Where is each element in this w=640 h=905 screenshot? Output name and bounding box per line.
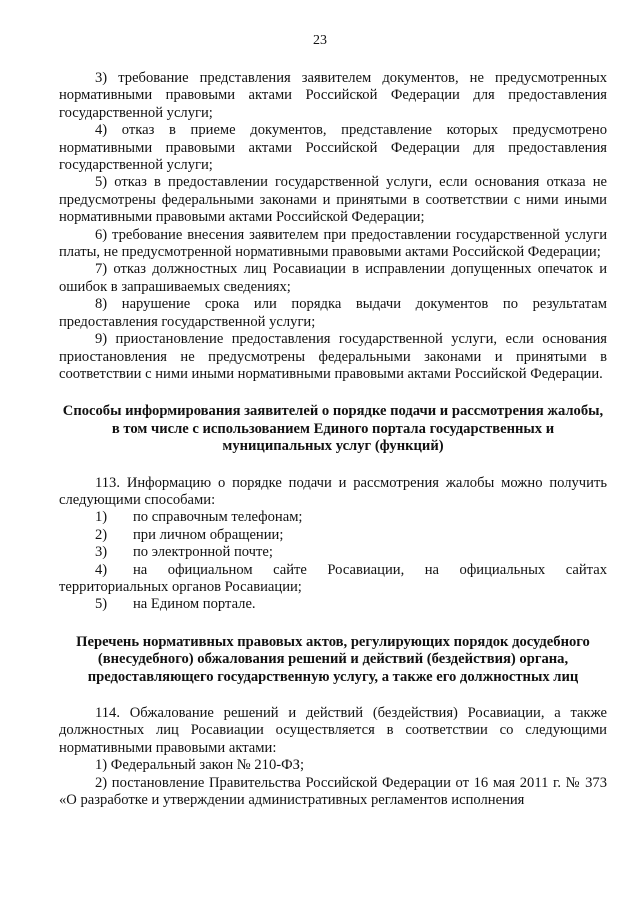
list-item-text: по электронной почте; (133, 544, 273, 561)
list-item (59, 509, 607, 526)
list-item-text: на официальном сайте Росавиации, на официальных сайтах территориальных органов Росавиации; (59, 561, 607, 595)
list-item-text: по справочным телефонам; (133, 509, 303, 526)
list-item (59, 596, 607, 613)
list-item: 3) требование представления заявителем документов, не предусмотренных нормативными правовыми актами Российской Федерации для предоставления государственной услуги; (59, 70, 607, 121)
list-item-number: 3) (95, 544, 108, 561)
list-item (59, 562, 607, 597)
list-item-text: при личном обращении; (133, 526, 284, 543)
list-item: 9) приостановление предоставления государственной услуги, если основания приостановления не предусмотрены федеральными законами и принятыми в соответствии с ними иными нормативными правовыми актами Российской Федерации. (59, 331, 607, 382)
page-number: 23 (313, 33, 327, 48)
section-intro: 114. Обжалование решений и действий (бездействия) Росавиации, а также должностных лиц Росавиации осуществляется в соответствии со следующими нормативными правовыми актами: (59, 705, 607, 756)
list-item (59, 544, 607, 561)
section-informing (59, 403, 607, 613)
section-heading: Перечень нормативных правовых актов, регулирующих порядок досудебного (внесудебного) обжалования решений и действий (бездействия) органа, предоставляющего государственную услугу, а также его должностных лиц (76, 633, 590, 685)
section-legal-acts (59, 634, 607, 810)
list-item-number: 5) (95, 596, 108, 613)
section-intro: 113. Информацию о порядке подачи и рассмотрения жалобы можно получить следующими способами: (59, 474, 607, 508)
section-heading: Способы информирования заявителей о порядке подачи и рассмотрения жалобы, в том числе с использованием Единого портала государственных и муниципальных услуг (функций) (62, 403, 604, 455)
list-item: 5) отказ в предоставлении государственной услуги, если основания отказа не предусмотрены федеральными законами и принятыми в соответствии с ними иными нормативными правовыми актами Российской Федерации; (59, 174, 607, 226)
list-item-number: 1) (95, 509, 108, 526)
list-item: 1) Федеральный закон № 210-ФЗ; (95, 757, 305, 774)
list-item: 8) нарушение срока или порядка выдачи документов по результатам предоставления государственной услуги; (59, 296, 607, 330)
list-item: 2) постановление Правительства Российской Федерации от 16 мая 2011 г. № 373 «О разработке и утверждении административных регламентов исполнения (59, 774, 607, 809)
list-item: 7) отказ должностных лиц Росавиации в исправлении допущенных опечаток и ошибок в запрашиваемых сведениях; (59, 261, 607, 295)
list-item-number: 4) (95, 561, 108, 578)
list-item-text: на Едином портале. (133, 596, 256, 613)
list-item: 4) отказ в приеме документов, представление которых предусмотрено нормативными правовыми актами Российской Федерации для предоставления государственной услуги; (59, 122, 607, 174)
document-body (59, 70, 607, 809)
list-item: 6) требование внесения заявителем при предоставлении государственной услуги платы, не предусмотренной нормативными правовыми актами Российской Федерации; (59, 226, 607, 261)
complaint-grounds-list (59, 70, 607, 383)
list-item (59, 527, 607, 544)
list-item-number: 2) (95, 526, 108, 543)
